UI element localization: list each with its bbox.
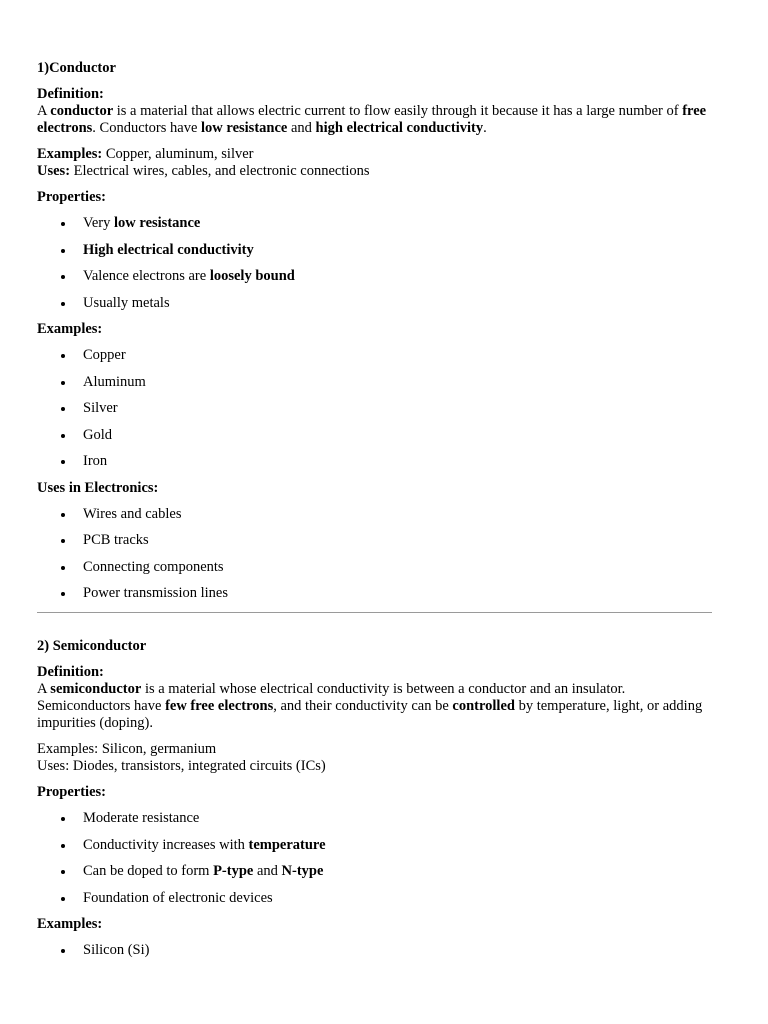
list-item: Conductivity increases with temperature: [83, 837, 712, 854]
list-item: Silicon (Si): [83, 942, 712, 959]
definition-term: conductor: [50, 103, 114, 119]
list-item: Copper: [83, 347, 712, 364]
definition-text: by temperature, light, or adding impurities (doping).: [37, 698, 703, 731]
conductor-summary: [37, 146, 712, 180]
list-item: Wires and cables: [83, 506, 712, 523]
list-item: Iron: [83, 453, 712, 470]
section-divider: [37, 612, 712, 613]
properties-label: Properties:: [37, 189, 106, 205]
definition-text: A: [37, 103, 51, 119]
list-item: Can be doped to form P-type and N-type: [83, 863, 712, 880]
list-item: Aluminum: [83, 374, 712, 391]
definition-term: semiconductor: [50, 681, 142, 697]
definition-text: and: [287, 120, 316, 136]
properties-label: Properties:: [37, 784, 106, 800]
uses-in-electronics-label: Uses in Electronics:: [37, 479, 159, 496]
conductor-examples-list: [37, 347, 712, 470]
list-item: High electrical conductivity: [83, 242, 712, 259]
definition-term: high electrical conductivity: [315, 120, 484, 136]
definition-text: . Conductors have: [92, 120, 202, 136]
list-item: Foundation of electronic devices: [83, 890, 712, 907]
semiconductor-properties-list: [37, 810, 712, 907]
semiconductor-examples-list: [37, 942, 712, 959]
definition-text: , and their conductivity can be: [273, 698, 453, 714]
definition-text: A: [37, 681, 51, 697]
examples-list-label: Examples:: [37, 916, 103, 932]
uses-text: Electrical wires, cables, and electronic connections: [70, 163, 370, 179]
conductor-definition: [37, 86, 712, 137]
examples-list-label: Examples:: [37, 321, 103, 337]
section-title-conductor: 1)Conductor: [37, 60, 116, 76]
definition-term: free electrons: [37, 103, 707, 136]
semiconductor-summary: [37, 741, 712, 775]
definition-text: .: [483, 120, 487, 136]
list-item: Moderate resistance: [83, 810, 712, 827]
definition-label: Definition:: [37, 664, 104, 680]
examples-text: Copper, aluminum, silver: [102, 146, 254, 162]
list-item: Very low resistance: [83, 215, 712, 232]
list-item: Valence electrons are loosely bound: [83, 268, 712, 285]
conductor-properties-list: [37, 215, 712, 312]
uses-label: Uses:: [37, 163, 71, 179]
definition-text: is a material that allows electric current to flow easily through it because it has a large number of: [113, 103, 683, 119]
uses-line: Uses: Diodes, transistors, integrated circuits (ICs): [37, 758, 326, 774]
conductor-uses-list: [37, 506, 712, 603]
definition-term: controlled: [452, 698, 515, 714]
list-item: Gold: [83, 427, 712, 444]
list-item: Silver: [83, 400, 712, 417]
definition-term: low resistance: [201, 120, 288, 136]
list-item: Connecting components: [83, 559, 712, 576]
examples-label: Examples:: [37, 146, 103, 162]
definition-term: few free electrons: [165, 698, 274, 714]
section-title-semiconductor: 2) Semiconductor: [37, 638, 147, 654]
list-item: PCB tracks: [83, 532, 712, 549]
definition-label: Definition:: [37, 86, 104, 102]
semiconductor-definition: [37, 664, 712, 732]
definition-text: is a material whose electrical conductivity is between a conductor and an insulator. Semiconductors have: [37, 681, 626, 714]
examples-line: Examples: Silicon, germanium: [37, 741, 217, 757]
list-item: Usually metals: [83, 295, 712, 312]
list-item: Power transmission lines: [83, 585, 712, 602]
